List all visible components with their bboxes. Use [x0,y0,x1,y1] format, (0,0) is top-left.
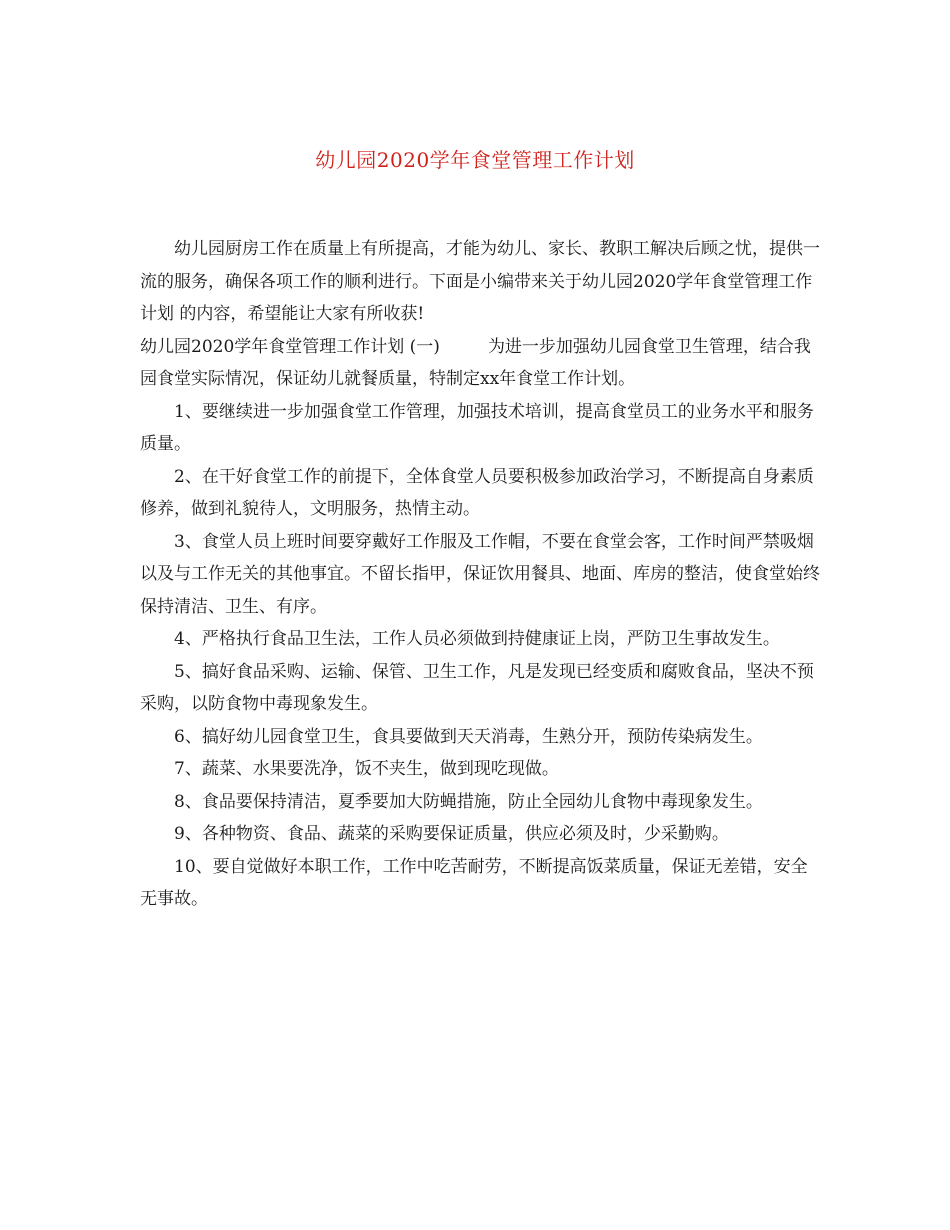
list-item-5: 5、搞好食品采购、运输、保管、卫生工作，凡是发现已经变质和腐败食品，坚决不预采购，以防食物中毒现象发生。 [140,661,814,714]
list-item-10: 10、要自觉做好本职工作，工作中吃苦耐劳，不断提高饭菜质量，保证无差错，安全无事故。 [140,856,808,909]
document-body [140,233,820,916]
list-item-8: 8、食品要保持清洁，夏季要加大防蝇措施，防止全园幼儿食物中毒现象发生。 [174,791,763,812]
section-paragraph [140,331,820,396]
list-item-4: 4、严格执行食品卫生法，工作人员必须做到持健康证上岗，严防卫生事故发生。 [174,629,780,649]
list-item-6: 6、搞好幼儿园食堂卫生，食具要做到天天消毒，生熟分开，预防传染病发生。 [174,726,763,747]
section-heading: 幼儿园2020学年食堂管理工作计划 (一) [140,336,440,357]
list-item-7: 7、蔬菜、水果要洗净，饭不夹生，做到现吃现做。 [174,759,559,779]
list-item-9: 9、各种物资、食品、蔬菜的采购要保证质量，供应必须及时，少采勤购。 [174,824,729,844]
list-item-1: 1、要继续进一步加强食堂工作管理，加强技术培训，提高食堂员工的业务水平和服务质量。 [140,401,814,454]
list-item-2: 2、在干好食堂工作的前提下，全体食堂人员要积极参加政治学习，不断提高自身素质修养，做到礼貌待人，文明服务，热情主动。 [140,466,814,519]
document-title: 幼儿园2020学年食堂管理工作计划 [315,148,635,172]
section-lead: 为进一步加强幼儿园食堂卫生管理，结合我园食堂实际情况，保证幼儿就餐质量，特制定xx年食堂工作计划。 [140,336,811,389]
list-item-3: 3、食堂人员上班时间要穿戴好工作服及工作帽，不要在食堂会客，工作时间严禁吸烟以及与工作无关的其他事宜。不留长指甲，保证饮用餐具、地面、库房的整洁，使食堂始终保持清洁、卫生、有序。 [140,531,820,617]
intro-paragraph: 幼儿园厨房工作在质量上有所提高，才能为幼儿、家长、教职工解决后顾之忧，提供一流的服务，确保各项工作的顺利进行。下面是小编带来关于幼儿园2020学年食堂管理工作计划 的内容，希望能让大家有所收获! [140,239,820,324]
